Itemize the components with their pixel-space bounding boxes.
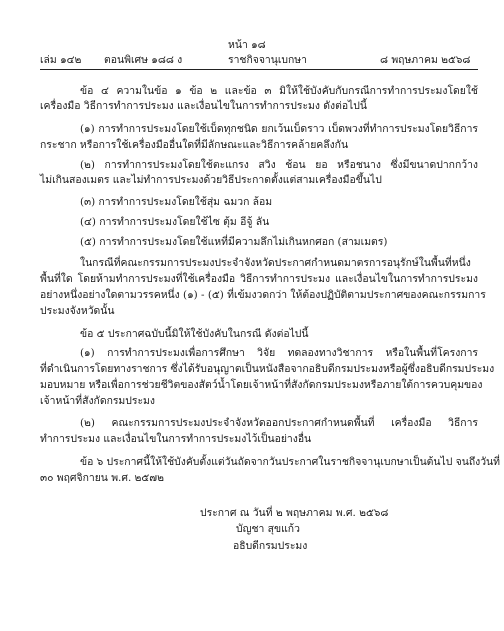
signatory-position: อธิบดีกรมประมง xyxy=(233,540,308,552)
header-rule xyxy=(40,69,478,70)
clause4-tail-line: อย่างหนึ่งอย่างใดตามวรรคหนึ่ง (๑) - (๕) ที่เข้มงวดกว่า ให้ต้องปฏิบัติตามประกาศของคณะกรรมการ xyxy=(40,289,486,301)
header-gazette-name: ราชกิจจานุเบกษา xyxy=(228,54,307,66)
clause4-item-2-line: (๒) การทำการประมงโดยใช้ตะแกรง สวิง ช้อน ยอ หรือชนาง ซึ่งมีขนาดปากกว้าง xyxy=(80,159,478,171)
clause5-item-2-line: ทำการประมง และเงื่อนไขในการทำการประมงไว้เป็นอย่างอื่น xyxy=(40,433,312,445)
clause5-line: ข้อ ๕ ประกาศฉบับนี้มิให้ใช้บังคับในกรณี ดังต่อไปนี้ xyxy=(80,328,309,340)
clause4-item-5: (๕) การทำการประมงโดยใช้แหที่มีความลึกไม่เกินหกศอก (สามเมตร) xyxy=(80,236,388,248)
header-section: ตอนพิเศษ ๑๘๘ ง xyxy=(104,54,183,66)
clause6-line: ข้อ ๖ ประกาศนี้ให้ใช้บังคับตั้งแต่วันถัดจากวันประกาศในราชกิจจานุเบกษาเป็นต้นไป จนถึงวันที่ xyxy=(80,456,501,468)
clause5-item-1-line: (๑) การทำการประมงเพื่อการศึกษา วิจัย ทดลองทางวิชาการ หรือในพื้นที่โครงการ xyxy=(80,347,478,359)
clause4-item-4: (๔) การทำการประมงโดยใช้ไซ ตุ้ม อีจู้ ลัน xyxy=(80,216,270,228)
clause4-line: เครื่องมือ วิธีการทำการประมง และเงื่อนไขในการทำการประมง ดังต่อไปนี้ xyxy=(40,100,367,112)
clause6-line: ๓๐ พฤศจิกายน พ.ศ. ๒๕๗๒ xyxy=(40,472,164,484)
header-date: ๘ พฤษภาคม ๒๕๖๘ xyxy=(380,54,471,66)
clause4-item-1-line: (๑) การทำการประมงโดยใช้เบ็ดทุกชนิด ยกเว้นเบ็ดราว เบ็ดพวงที่ทำการประมงโดยวิธีการ xyxy=(80,123,478,135)
clause4-tail-line: ในกรณีที่คณะกรรมการประมงประจำจังหวัดประกาศกำหนดมาตรการอนุรักษ์ในพื้นที่หนึ่ง xyxy=(80,257,471,269)
clause5-item-1-line: มอบหมาย หรือเพื่อการช่วยชีวิตของสัตว์น้ำโดยเจ้าหน้าที่สังกัดกรมประมงหรือภายใต้การควบคุมของ xyxy=(40,379,483,391)
clause5-item-1-line: เจ้าหน้าที่สังกัดกรมประมง xyxy=(40,395,155,407)
signatory-name: บัญชา สุขแก้ว xyxy=(236,523,300,535)
clause4-item-1-line: กระชาก หรือการใช้เครื่องมืออื่นใดที่มีลักษณะและวิธีการคล้ายคลึงกัน xyxy=(40,139,349,151)
header-volume: เล่ม ๑๔๒ xyxy=(40,54,82,66)
clause4-item-3: (๓) การทำการประมงโดยใช้สุ่ม ฉมวก ล้อม xyxy=(80,196,273,208)
clause4-tail-line: พื้นที่ใด โดยห้ามทำการประมงที่ใช้เครื่องมือ วิธีการทำการประมง และเงื่อนไขในการทำการประมง xyxy=(40,273,478,285)
announcement-date: ประกาศ ณ วันที่ ๒ พฤษภาคม พ.ศ. ๒๕๖๘ xyxy=(200,507,389,519)
page-number: หน้า ๑๘ xyxy=(228,39,266,51)
clause4-tail-line: ประมงจังหวัดนั้น xyxy=(40,305,115,317)
clause4-item-2-line: ไม่เกินสองเมตร และไม่ทำการประมงด้วยวิธีประกาดตั้งแต่สามเครื่องมือขึ้นไป xyxy=(40,174,382,186)
clause5-item-1-line: ที่ดำเนินการโดยทางราชการ ซึ่งได้รับอนุญาตเป็นหนังสือจากอธิบดีกรมประมงหรือผู้ซึ่งอธิบดีกรมประมง xyxy=(40,363,495,375)
clause4-line: ข้อ ๔ ความในข้อ ๑ ข้อ ๒ และข้อ ๓ มิให้ใช้บังคับกับกรณีการทำการประมงโดยใช้ xyxy=(80,85,478,97)
clause5-item-2-line: (๒) คณะกรรมการประมงประจำจังหวัดออกประกาศกำหนดพื้นที่ เครื่องมือ วิธีการ xyxy=(80,417,478,429)
